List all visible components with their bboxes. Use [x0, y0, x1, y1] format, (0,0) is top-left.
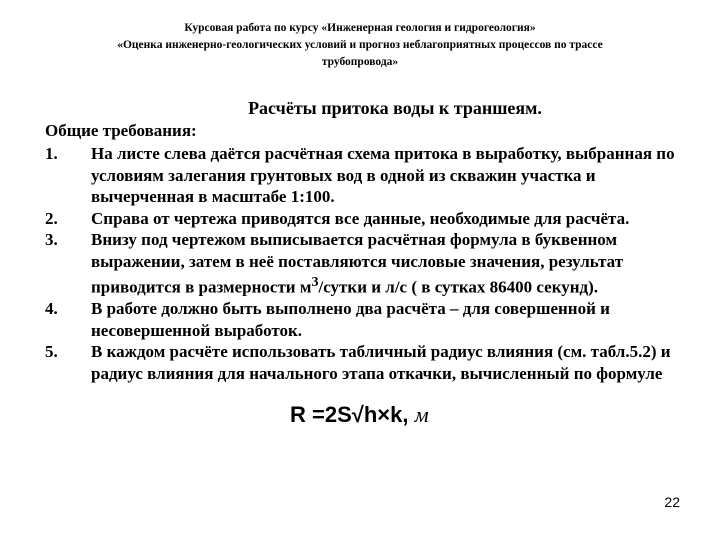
list-item-text: На листе слева даётся расчётная схема притока в выработку, выбранная по условиям залегания грунтовых вод в одной из скважин участка и вычерченная в масштабе 1:100.: [91, 144, 675, 206]
list-item-text: [91, 229, 685, 298]
list-item-number: 5.: [45, 342, 58, 362]
requirements-list: [45, 143, 685, 384]
formula-expression: R =2S√h×k,: [290, 402, 415, 427]
list-item-number: 2.: [45, 208, 58, 228]
list-item-number: 1.: [45, 144, 58, 163]
list-item-text: В каждом расчёте использовать табличный радиус влияния (см. табл.5.2) и радиус влияния для начального этапа откачки, вычисленный по формуле: [91, 342, 671, 383]
header-line-1: Курсовая работа по курсу «Инженерная геология и гидрогеология»: [184, 22, 536, 34]
superscript-three: 3: [311, 274, 319, 290]
list-item-number: 3.: [45, 230, 58, 249]
slide-title-text: Расчёты притока воды к траншеям.: [248, 98, 542, 118]
list-item-text: В работе должно быть выполнено два расчёта – для совершенной и несовершенной выработок.: [91, 299, 610, 340]
list-item: [45, 208, 685, 230]
formula-unit: м: [414, 402, 429, 427]
list-item: [45, 298, 685, 341]
radius-formula: [290, 402, 429, 428]
list-item-text: Справа от чертежа приводятся все данные, необходимые для расчёта.: [91, 208, 630, 228]
slide-title: [0, 98, 720, 119]
list-item-text-part: /сутки и л/с ( в сутках 86400 секунд).: [318, 277, 599, 297]
course-header: [60, 20, 660, 71]
page-number: 22: [664, 494, 680, 510]
list-item-text-part: Внизу под чертежом выписывается расчётная формула в буквенном выражении, затем в неё поставляются числовые значения, результат приводится в размерности м: [91, 230, 624, 297]
header-line-2: «Оценка инженерно-геологических условий и прогноз неблагоприятных процессов по трассе: [117, 39, 603, 51]
list-item: [45, 229, 685, 298]
requirements-title: Общие требования:: [45, 121, 197, 140]
list-item: [45, 143, 685, 208]
list-item: [45, 341, 685, 384]
header-line-3: трубопровода»: [321, 56, 399, 68]
list-item-number: 4.: [45, 299, 58, 319]
